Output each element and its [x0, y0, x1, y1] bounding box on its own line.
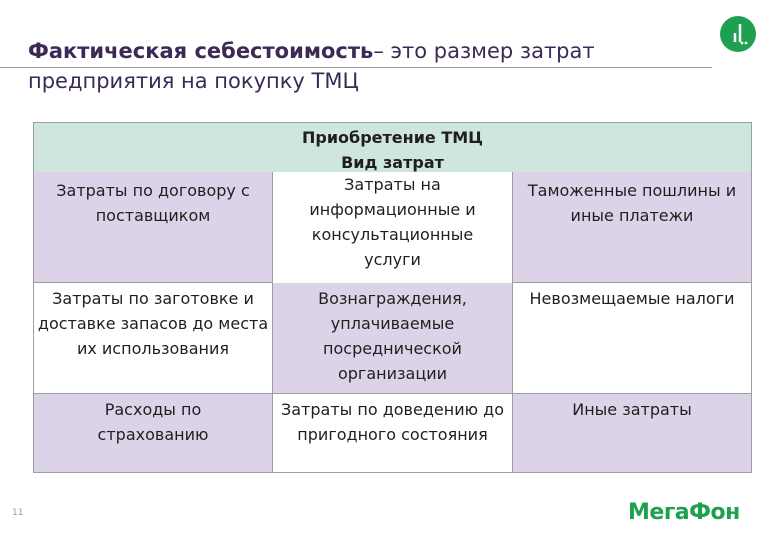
grid-line — [512, 172, 513, 472]
table-cell: Затраты по доведению до пригодного состояния — [273, 394, 512, 472]
table-cell: Иные затраты — [513, 394, 751, 472]
grid-line — [512, 282, 751, 283]
table-header-title: Приобретение ТМЦ — [301, 128, 483, 147]
page-number: 11 — [12, 508, 24, 518]
brand-logo: МегаФон — [628, 500, 740, 525]
table-cell: Затраты по заготовке и доставке запасов до места их использования — [34, 283, 272, 393]
title-bold: Фактическая себестоимость — [28, 39, 374, 63]
grid-line — [34, 393, 751, 394]
table-cell: Затраты по договору с поставщиком — [34, 172, 272, 282]
title-rest: – это размер затрат предприятия на покупку ТМЦ — [28, 39, 595, 93]
grid-line — [272, 172, 273, 472]
table-cell: Невозмещаемые налоги — [513, 283, 751, 393]
table-cell: Вознаграждения, уплачиваемые посреднической организации — [273, 283, 512, 393]
table-cell: Расходы по страхованию — [34, 394, 272, 472]
table-cell: Таможенные пошлины и иные платежи — [513, 172, 751, 282]
grid-line — [34, 282, 272, 283]
megafon-logo-icon — [720, 16, 756, 52]
cost-table — [33, 122, 752, 473]
title-divider — [0, 67, 712, 68]
slide-title — [28, 36, 718, 96]
table-header-subtitle: Вид затрат — [341, 153, 444, 172]
table-cell: Затраты на информационные и консультационные услуги — [273, 172, 512, 282]
